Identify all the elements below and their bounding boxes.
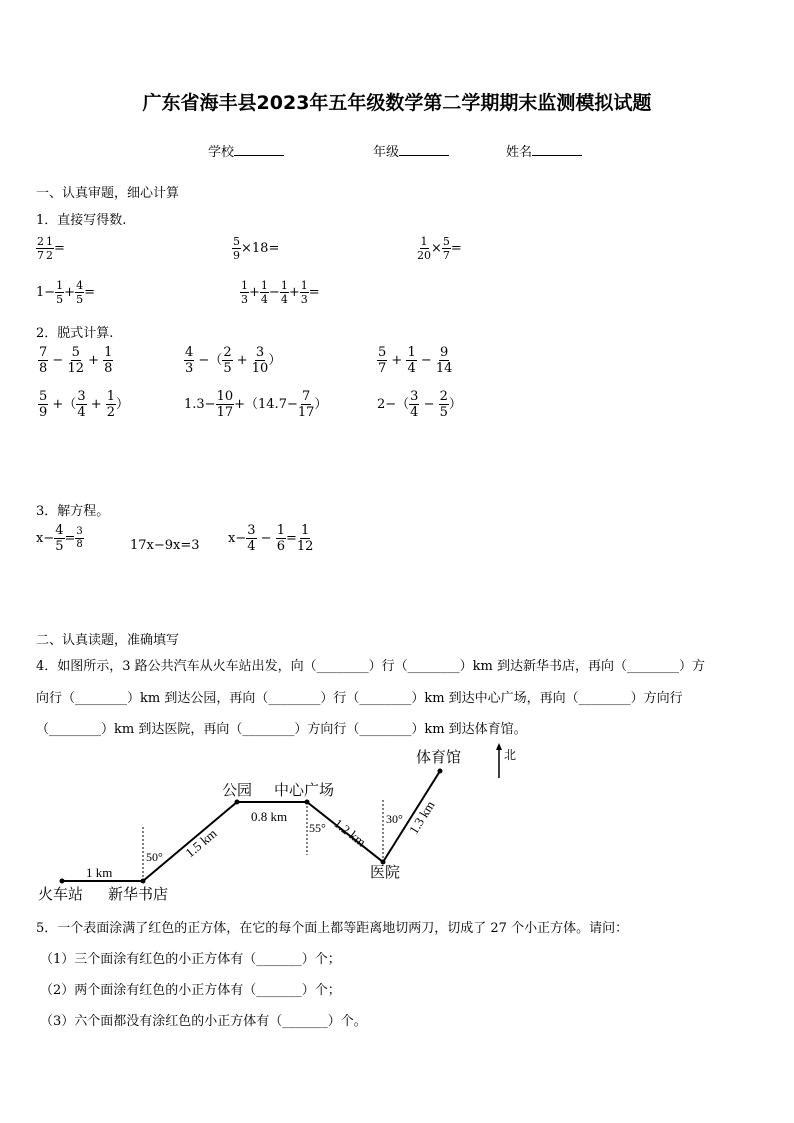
label-park: 公园 (222, 783, 253, 799)
q1-item-a: $\frac{2}{7}$ $\frac{1}{2}$ = (37, 235, 65, 262)
q3-label: 3．解方程。 (36, 504, 110, 519)
grade-blank[interactable] (399, 143, 449, 156)
label-center: 中心广场 (274, 783, 335, 799)
q3-item-b: 17x−9x=3 (130, 538, 200, 553)
point-park (235, 800, 240, 805)
q2-item-f: 2−（ $\frac{3}{4}$ − $\frac{2}{5}$ ） (377, 389, 462, 420)
name-blank[interactable] (532, 143, 582, 156)
school-label: 学校 (208, 145, 235, 160)
label-stadium: 体育馆 (416, 750, 462, 766)
q4-line3: （________）km 到达医院，再向（________）方向行（________）km 到达体育馆。 (36, 722, 527, 737)
q2-label: 2．脱式计算. (36, 326, 114, 341)
distance-2: 1.5 km (182, 825, 220, 861)
angle-2: 55° (309, 821, 326, 835)
school-blank[interactable] (234, 143, 284, 156)
angle-1: 50° (146, 850, 163, 864)
grade-field (373, 141, 449, 160)
school-field (208, 141, 284, 160)
name-label: 姓名 (506, 145, 533, 160)
grade-label: 年级 (373, 145, 400, 160)
north-arrow (496, 743, 516, 778)
q2-item-b: $\frac{4}{3}$ −（ $\frac{2}{5}$ + $\frac{3}{10}$ ） (185, 345, 282, 376)
point-stadium (438, 769, 443, 774)
distance-3: 0.8 km (251, 809, 288, 824)
route-map (0, 740, 794, 910)
page-title: 广东省海丰县2023年五年级数学第二学期期末监测模拟试题 (142, 92, 652, 114)
q3-item-c: x− $\frac{3}{4}$ − $\frac{1}{6}$ = $\frac{1}{12}$ (228, 523, 314, 554)
q5-part2: （2）两个面涂有红色的小正方体有（_______）个； (40, 983, 341, 998)
label-bookstore: 新华书店 (108, 887, 169, 903)
label-hospital: 医院 (370, 865, 401, 881)
distance-5: 1.3 km (405, 798, 438, 837)
distance-1: 1 km (86, 865, 113, 880)
q1-item-e: $\frac{1}{3}$ + $\frac{1}{4}$ − $\frac{1}{4}$ + $\frac{1}{3}$ = (241, 279, 320, 306)
q5-stem: 5．一个表面涂满了红色的正方体，在它的每个面上都等距离地切两刀，切成了 27 个小正方体。请问： (36, 921, 629, 936)
q1-item-c: $\frac{1}{20}$ × $\frac{5}{7}$ = (417, 235, 462, 262)
q2-item-a: $\frac{7}{8}$ − $\frac{5}{12}$ + $\frac{1}{8}$ (39, 345, 113, 376)
q5-part3: （3）六个面都没有涂红色的小正方体有（_______）个。 (40, 1014, 367, 1029)
q1-item-d: 1− $\frac{1}{5}$ + $\frac{4}{5}$ = (36, 279, 95, 306)
q2-item-d: $\frac{5}{9}$ +（ $\frac{3}{4}$ + $\frac{1}{2}$ ） (39, 389, 130, 420)
q4-line2: 向行（________）km 到达公园，再向（________）行（________）km 到达中心广场，再向（________）方向行 (36, 691, 683, 706)
q1-label: 1．直接写得数. (36, 213, 127, 228)
section1-heading: 一、认真审题，细心计算 (36, 186, 180, 201)
q2-item-c: $\frac{5}{7}$ + $\frac{1}{4}$ − $\frac{9}{14}$ (378, 345, 453, 376)
q2-item-e: 1.3− $\frac{10}{17}$ +（14.7− $\frac{7}{17}$ ） (184, 389, 328, 420)
q4-line1: 4．如图所示，3 路公共汽车从火车站出发，向（________）行（________）km 到达新华书店，再向（________）方 (36, 659, 706, 674)
section2-heading: 二、认真读题，准确填写 (36, 633, 180, 648)
distance-4: 1.2 km (331, 815, 369, 850)
point-train (60, 879, 65, 884)
angle-3: 30° (386, 812, 403, 826)
q1-item-b: $\frac{5}{9}$ ×18= (233, 235, 280, 262)
q5-part1: （1）三个面涂有红色的小正方体有（_______）个； (40, 952, 341, 967)
q3-item-a: x− $\frac{4}{5}$ = $\frac{3}{8}$ (36, 523, 83, 554)
name-field (506, 141, 582, 160)
label-train: 火车站 (38, 887, 84, 903)
north-label: 北 (504, 748, 517, 762)
